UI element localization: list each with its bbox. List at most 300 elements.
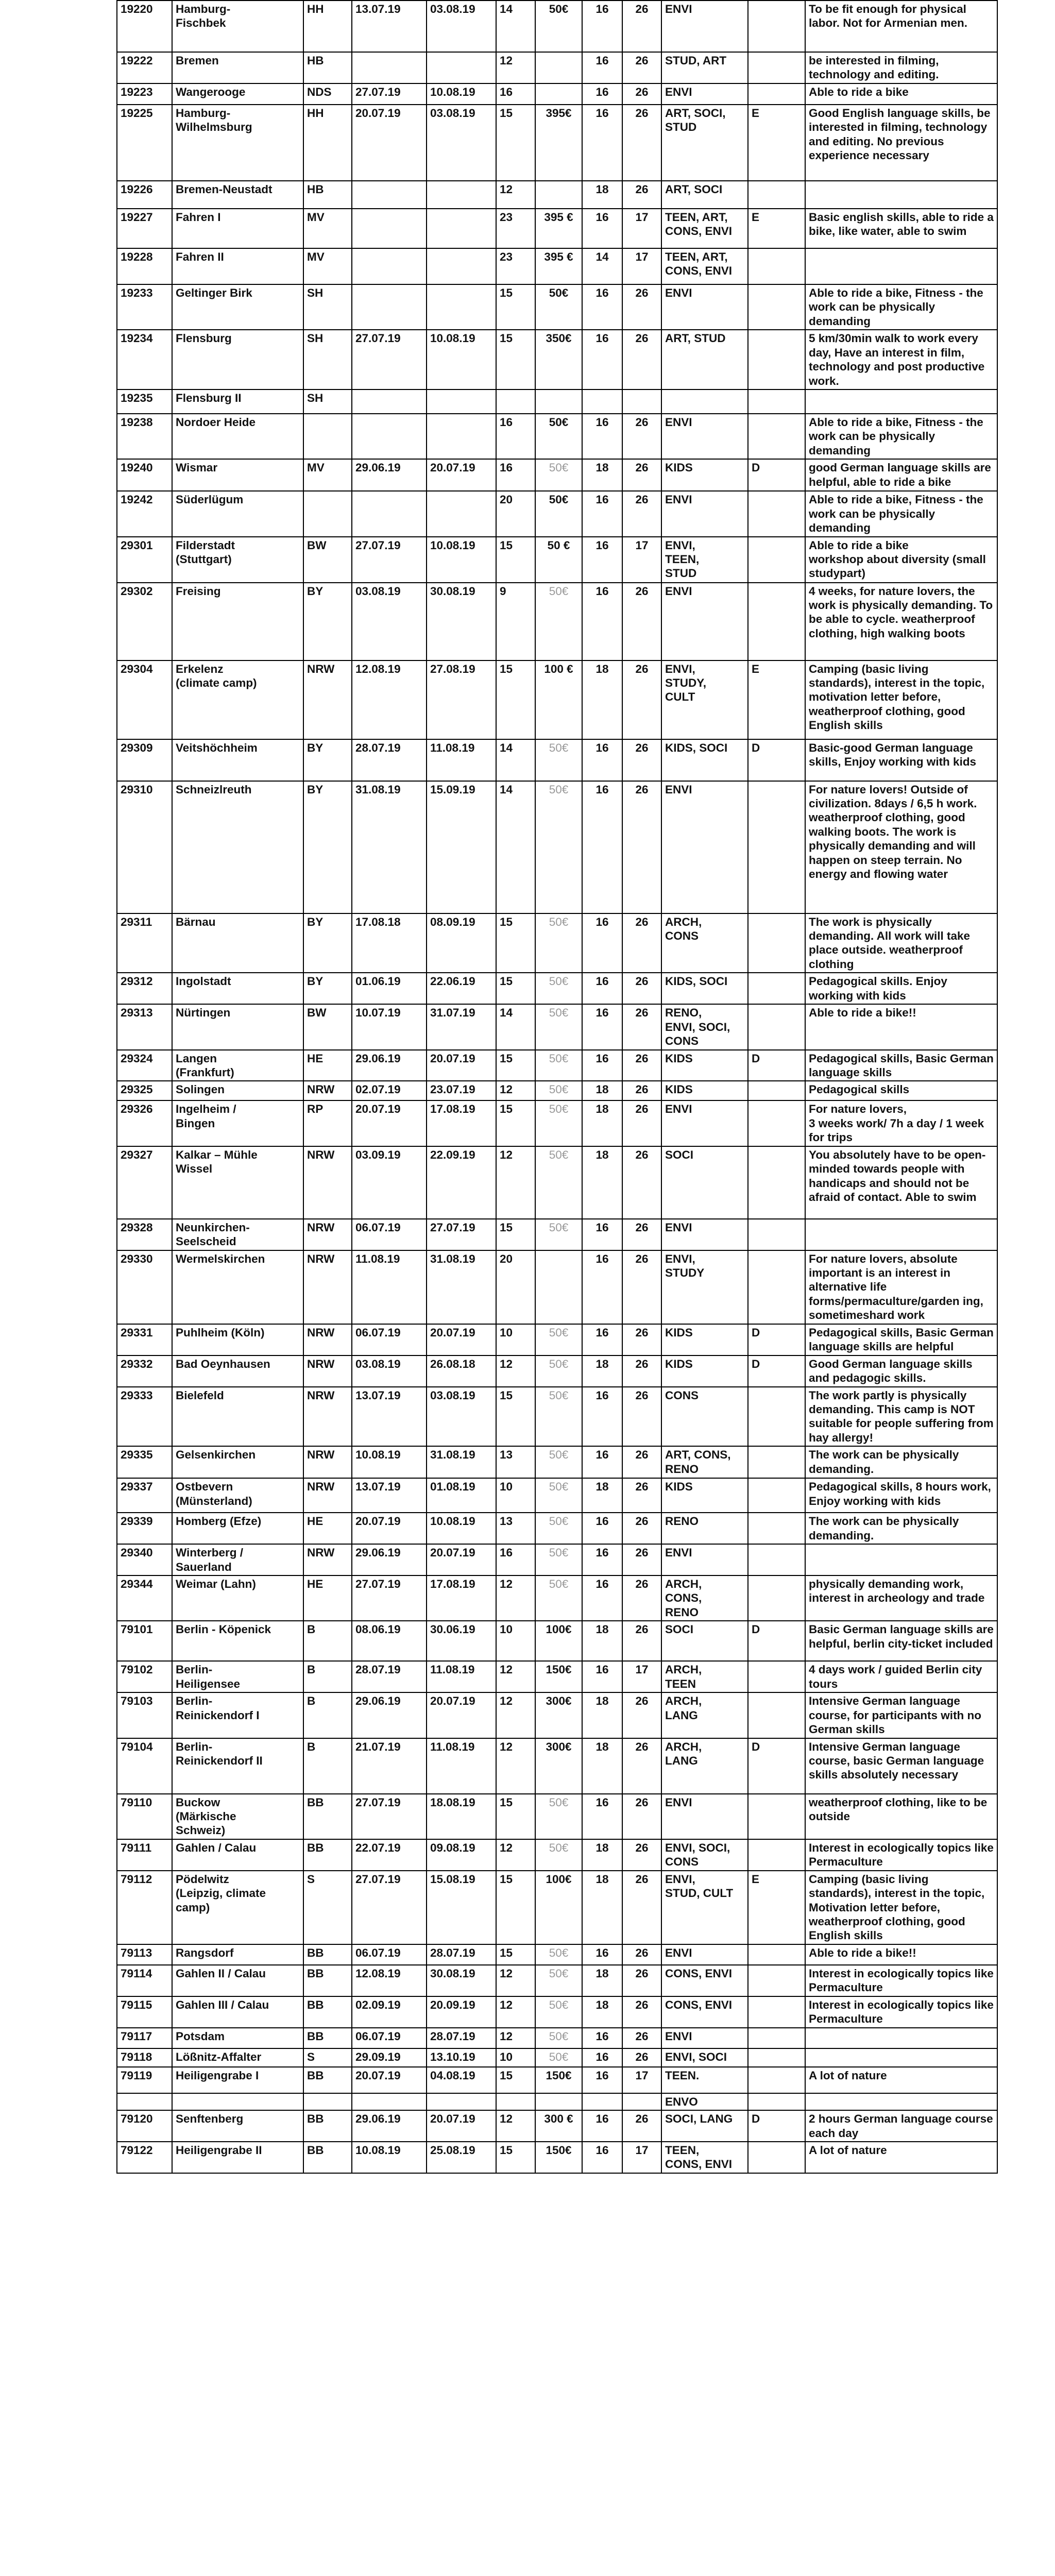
camp-notes: Camping (basic living standards), interest in the topic, motivation letter before, weatherproof clothing, good English skills	[805, 660, 997, 739]
camp-start-date: 27.07.19	[352, 537, 427, 583]
camp-code: 19222	[117, 52, 172, 83]
table-row	[117, 739, 997, 781]
camp-fee: 50€	[535, 973, 582, 1004]
camp-fee: 50€	[535, 414, 582, 459]
camp-state: B	[303, 1738, 352, 1794]
camp-notes	[805, 2048, 997, 2067]
camp-state: BB	[303, 1996, 352, 2028]
camp-language	[748, 1146, 805, 1219]
camp-language	[748, 1, 805, 52]
camp-code: 29312	[117, 973, 172, 1004]
camp-language	[748, 781, 805, 913]
table-row	[117, 105, 997, 181]
camp-end-date: 11.08.19	[427, 739, 496, 781]
camp-max-age: 26	[622, 2110, 661, 2142]
camp-end-date: 13.10.19	[427, 2048, 496, 2067]
camp-language	[748, 248, 805, 284]
table-row	[117, 1324, 997, 1355]
camp-type: ART, STUD	[661, 330, 748, 389]
camp-language	[748, 1478, 805, 1513]
camp-type: ENVI	[661, 583, 748, 660]
camp-places: 13	[496, 1446, 535, 1478]
camp-place: Neunkirchen- Seelscheid	[172, 1219, 303, 1250]
camp-fee: 50€	[535, 781, 582, 913]
camp-end-date: 08.09.19	[427, 913, 496, 973]
camp-place: Schneizlreuth	[172, 781, 303, 913]
camp-code: 79119	[117, 2067, 172, 2093]
camp-max-age: 26	[622, 739, 661, 781]
camp-place: Gelsenkirchen	[172, 1446, 303, 1478]
camp-fee: 100 €	[535, 660, 582, 739]
camp-place: Bremen	[172, 52, 303, 83]
camp-code: 29332	[117, 1355, 172, 1387]
camp-language: D	[748, 1738, 805, 1794]
camp-places: 14	[496, 739, 535, 781]
camp-max-age: 26	[622, 83, 661, 105]
camp-type: ART, SOCI	[661, 181, 748, 209]
camp-end-date: 28.07.19	[427, 2028, 496, 2048]
camp-min-age: 16	[582, 52, 622, 83]
camp-start-date: 10.07.19	[352, 1004, 427, 1049]
camp-type: CONS, ENVI	[661, 1996, 748, 2028]
camp-language: E	[748, 209, 805, 248]
camp-notes: Interest in ecologically topics like Permaculture	[805, 1996, 997, 2028]
table-row	[117, 414, 997, 459]
camp-language	[748, 1692, 805, 1738]
camp-language: E	[748, 1871, 805, 1944]
camp-place: Veitshöchheim	[172, 739, 303, 781]
camp-fee: 50€	[535, 1004, 582, 1049]
camp-place: Hamburg- Wilhelmsburg	[172, 105, 303, 181]
camp-min-age: 16	[582, 414, 622, 459]
camp-max-age: 26	[622, 973, 661, 1004]
camp-end-date: 31.08.19	[427, 1446, 496, 1478]
camp-place: Gahlen / Calau	[172, 1839, 303, 1871]
camp-max-age	[622, 389, 661, 414]
camp-code: 29344	[117, 1575, 172, 1621]
camp-min-age: 16	[582, 1004, 622, 1049]
camp-notes	[805, 1544, 997, 1575]
camp-code: 79115	[117, 1996, 172, 2028]
camp-min-age: 18	[582, 1996, 622, 2028]
camp-places: 12	[496, 1738, 535, 1794]
camp-places: 15	[496, 537, 535, 583]
camp-min-age: 16	[582, 973, 622, 1004]
camp-max-age	[622, 2093, 661, 2110]
camp-place: Berlin- Reinickendorf II	[172, 1738, 303, 1794]
camp-places: 20	[496, 1250, 535, 1324]
camp-fee: 50€	[535, 1050, 582, 1081]
camp-state: RP	[303, 1100, 352, 1146]
camp-language: D	[748, 1050, 805, 1081]
table-row	[117, 781, 997, 913]
table-row	[117, 1692, 997, 1738]
camp-min-age: 16	[582, 913, 622, 973]
camp-max-age: 26	[622, 1513, 661, 1544]
table-row	[117, 1661, 997, 1692]
camp-min-age: 16	[582, 2142, 622, 2173]
camp-code: 29310	[117, 781, 172, 913]
camp-places: 15	[496, 1050, 535, 1081]
camp-state: BB	[303, 2028, 352, 2048]
camp-place: Ingolstadt	[172, 973, 303, 1004]
camp-end-date: 20.07.19	[427, 459, 496, 491]
camp-place: Erkelenz (climate camp)	[172, 660, 303, 739]
camp-fee: 50€	[535, 583, 582, 660]
table-row	[117, 389, 997, 414]
camp-end-date: 04.08.19	[427, 2067, 496, 2093]
camp-notes: Interest in ecologically topics like Permaculture	[805, 1839, 997, 1871]
camp-end-date	[427, 52, 496, 83]
camp-end-date: 25.08.19	[427, 2142, 496, 2173]
camp-code: 19227	[117, 209, 172, 248]
camp-min-age: 18	[582, 1839, 622, 1871]
camp-end-date: 15.09.19	[427, 781, 496, 913]
camp-start-date: 31.08.19	[352, 781, 427, 913]
camp-end-date: 28.07.19	[427, 1944, 496, 1965]
camp-code: 19234	[117, 330, 172, 389]
camp-end-date: 30.06.19	[427, 1621, 496, 1661]
camp-language: E	[748, 660, 805, 739]
camp-language	[748, 1839, 805, 1871]
camp-notes: For nature lovers, 3 weeks work/ 7h a day / 1 week for trips	[805, 1100, 997, 1146]
camp-max-age: 26	[622, 1387, 661, 1447]
camp-type: ENVI	[661, 1794, 748, 1839]
camp-start-date: 28.07.19	[352, 1661, 427, 1692]
camp-min-age: 16	[582, 284, 622, 330]
camp-place: Freising	[172, 583, 303, 660]
camp-start-date: 13.07.19	[352, 1, 427, 52]
camp-end-date: 20.07.19	[427, 1324, 496, 1355]
camp-language	[748, 330, 805, 389]
table-row	[117, 1100, 997, 1146]
camp-fee: 350€	[535, 330, 582, 389]
camp-notes: Able to ride a bike, Fitness - the work can be physically demanding	[805, 284, 997, 330]
camp-state: MV	[303, 459, 352, 491]
table-row	[117, 537, 997, 583]
camp-places: 15	[496, 330, 535, 389]
camp-notes: Able to ride a bike, Fitness - the work can be physically demanding	[805, 414, 997, 459]
camp-max-age: 26	[622, 330, 661, 389]
camp-places: 14	[496, 1004, 535, 1049]
camp-type: TEEN, CONS, ENVI	[661, 2142, 748, 2173]
table-row	[117, 330, 997, 389]
camp-code: 19220	[117, 1, 172, 52]
camp-place: Homberg (Efze)	[172, 1513, 303, 1544]
camp-notes: Able to ride a bike!!	[805, 1944, 997, 1965]
camp-language	[748, 1100, 805, 1146]
camp-end-date: 15.08.19	[427, 1871, 496, 1944]
camp-state: HE	[303, 1575, 352, 1621]
camp-code: 29324	[117, 1050, 172, 1081]
camp-code: 29327	[117, 1146, 172, 1219]
camp-language	[748, 2142, 805, 2173]
camp-start-date: 06.07.19	[352, 1219, 427, 1250]
camp-max-age: 17	[622, 537, 661, 583]
camp-start-date: 10.08.19	[352, 2142, 427, 2173]
camp-start-date: 17.08.18	[352, 913, 427, 973]
camp-type: ENVI	[661, 414, 748, 459]
camp-min-age: 18	[582, 1146, 622, 1219]
camp-code: 19225	[117, 105, 172, 181]
camp-place: Wermelskirchen	[172, 1250, 303, 1324]
camp-state: S	[303, 1871, 352, 1944]
camp-end-date: 09.08.19	[427, 1839, 496, 1871]
camp-places: 15	[496, 284, 535, 330]
camp-max-age: 26	[622, 181, 661, 209]
camp-start-date: 08.06.19	[352, 1621, 427, 1661]
camp-places: 10	[496, 2048, 535, 2067]
camp-end-date	[427, 389, 496, 414]
camp-place: Weimar (Lahn)	[172, 1575, 303, 1621]
camp-state: NRW	[303, 1219, 352, 1250]
camp-state: NRW	[303, 1446, 352, 1478]
camp-language	[748, 1081, 805, 1100]
camp-min-age: 16	[582, 330, 622, 389]
camp-max-age: 26	[622, 1965, 661, 1996]
camp-min-age: 18	[582, 1871, 622, 1944]
camp-language	[748, 1944, 805, 1965]
camp-language	[748, 1004, 805, 1049]
table-row	[117, 52, 997, 83]
camp-type: ENVI	[661, 491, 748, 536]
camp-fee: 50€	[535, 1446, 582, 1478]
camp-start-date: 27.07.19	[352, 1871, 427, 1944]
camp-place: Berlin - Köpenick	[172, 1621, 303, 1661]
table-row	[117, 1544, 997, 1575]
camp-type: KIDS	[661, 1478, 748, 1513]
camp-notes: The work can be physically demanding.	[805, 1513, 997, 1544]
camp-notes: good German language skills are helpful, able to ride a bike	[805, 459, 997, 491]
camp-places: 12	[496, 181, 535, 209]
camp-notes: The work partly is physically demanding. This camp is NOT suitable for people suffering from hay allergy!	[805, 1387, 997, 1447]
camp-notes	[805, 181, 997, 209]
camp-max-age: 26	[622, 1050, 661, 1081]
table-row	[117, 1839, 997, 1871]
camp-max-age: 17	[622, 1661, 661, 1692]
camp-max-age: 26	[622, 1355, 661, 1387]
camp-min-age: 16	[582, 209, 622, 248]
camp-code: 19223	[117, 83, 172, 105]
camp-places: 15	[496, 105, 535, 181]
camp-type: ENVI	[661, 83, 748, 105]
camp-start-date: 01.06.19	[352, 973, 427, 1004]
camp-state: BY	[303, 913, 352, 973]
camp-places: 15	[496, 1100, 535, 1146]
camp-code: 29313	[117, 1004, 172, 1049]
camp-type: RENO, ENVI, SOCI, CONS	[661, 1004, 748, 1049]
camp-type: TEEN.	[661, 2067, 748, 2093]
camp-place: Gahlen II / Calau	[172, 1965, 303, 1996]
table-row	[117, 2048, 997, 2067]
camp-start-date: 03.08.19	[352, 583, 427, 660]
camp-end-date: 22.09.19	[427, 1146, 496, 1219]
camp-place: Ingelheim / Bingen	[172, 1100, 303, 1146]
camp-places: 12	[496, 1081, 535, 1100]
camp-max-age: 26	[622, 1944, 661, 1965]
camp-language: D	[748, 739, 805, 781]
camp-notes: Able to ride a bike	[805, 83, 997, 105]
camp-places: 12	[496, 1575, 535, 1621]
camp-min-age: 16	[582, 1219, 622, 1250]
camp-place: Ostbevern (Münsterland)	[172, 1478, 303, 1513]
table-row	[117, 1250, 997, 1324]
camp-code: 79111	[117, 1839, 172, 1871]
camp-place: Pödelwitz (Leipzig, climate camp)	[172, 1871, 303, 1944]
camp-start-date	[352, 284, 427, 330]
camp-start-date: 29.06.19	[352, 1544, 427, 1575]
camp-start-date	[352, 491, 427, 536]
camp-start-date: 12.08.19	[352, 660, 427, 739]
camp-notes: Able to ride a bike!!	[805, 1004, 997, 1049]
camp-state: BB	[303, 1794, 352, 1839]
camp-code: 29304	[117, 660, 172, 739]
camp-notes: 4 weeks, for nature lovers, the work is physically demanding. To be able to cycle. weatherproof clothing, high walking boots	[805, 583, 997, 660]
camp-fee: 100€	[535, 1871, 582, 1944]
camp-code: 29339	[117, 1513, 172, 1544]
camp-min-age: 16	[582, 1324, 622, 1355]
camp-end-date	[427, 209, 496, 248]
table-row	[117, 913, 997, 973]
camp-start-date: 29.06.19	[352, 459, 427, 491]
camp-max-age: 26	[622, 414, 661, 459]
camp-code: 29337	[117, 1478, 172, 1513]
camp-place: Bärnau	[172, 913, 303, 973]
camp-max-age: 17	[622, 209, 661, 248]
camp-place: Geltinger Birk	[172, 284, 303, 330]
camp-start-date	[352, 414, 427, 459]
camp-notes: For nature lovers, absolute important is an interest in alternative life forms/permaculture/garden ing, sometimeshard work	[805, 1250, 997, 1324]
table-row	[117, 248, 997, 284]
camp-language	[748, 913, 805, 973]
camp-notes: A lot of nature	[805, 2142, 997, 2173]
camp-start-date: 20.07.19	[352, 105, 427, 181]
camp-places: 10	[496, 1621, 535, 1661]
camp-start-date: 27.07.19	[352, 83, 427, 105]
camp-language	[748, 2048, 805, 2067]
camp-language	[748, 1250, 805, 1324]
table-row	[117, 1146, 997, 1219]
camp-min-age: 16	[582, 1513, 622, 1544]
camp-min-age	[582, 2093, 622, 2110]
camp-notes: Camping (basic living standards), interest in the topic, Motivation letter before, weatherproof clothing, good English skills	[805, 1871, 997, 1944]
camp-min-age: 16	[582, 1944, 622, 1965]
camp-type: ENVI	[661, 1219, 748, 1250]
camp-fee: 50€	[535, 1996, 582, 2028]
camp-end-date: 22.06.19	[427, 973, 496, 1004]
camp-places: 15	[496, 1219, 535, 1250]
table-row	[117, 2028, 997, 2048]
table-row	[117, 491, 997, 536]
camp-state: NRW	[303, 1081, 352, 1100]
camp-state: BW	[303, 1004, 352, 1049]
camp-fee: 50€	[535, 1081, 582, 1100]
camp-fee: 50€	[535, 1146, 582, 1219]
camp-notes: 4 days work / guided Berlin city tours	[805, 1661, 997, 1692]
camp-state: BY	[303, 973, 352, 1004]
camp-fee: 50€	[535, 491, 582, 536]
camp-max-age: 26	[622, 913, 661, 973]
camp-max-age: 26	[622, 491, 661, 536]
camp-places: 16	[496, 83, 535, 105]
camp-type: STUD, ART	[661, 52, 748, 83]
camp-notes: The work is physically demanding. All work will take place outside. weatherproof clothing	[805, 913, 997, 973]
camp-language	[748, 1794, 805, 1839]
camp-type: KIDS	[661, 459, 748, 491]
camp-max-age: 26	[622, 660, 661, 739]
camp-place	[172, 2093, 303, 2110]
camp-state: SH	[303, 284, 352, 330]
camp-state: NRW	[303, 1146, 352, 1219]
camp-max-age: 26	[622, 583, 661, 660]
camp-fee: 50€	[535, 1794, 582, 1839]
camp-state: MV	[303, 209, 352, 248]
camp-language	[748, 1387, 805, 1447]
camp-place: Rangsdorf	[172, 1944, 303, 1965]
camp-min-age: 16	[582, 1575, 622, 1621]
camp-places: 10	[496, 1478, 535, 1513]
camp-start-date: 20.07.19	[352, 1513, 427, 1544]
table-row	[117, 2110, 997, 2142]
camp-type: KIDS	[661, 1355, 748, 1387]
camp-state: NRW	[303, 1387, 352, 1447]
camp-place: Langen (Frankfurt)	[172, 1050, 303, 1081]
camp-start-date: 29.06.19	[352, 1050, 427, 1081]
camp-min-age: 16	[582, 2067, 622, 2093]
camp-language	[748, 1219, 805, 1250]
camp-place: Potsdam	[172, 2028, 303, 2048]
camp-fee: 150€	[535, 1661, 582, 1692]
camp-language	[748, 1575, 805, 1621]
camp-min-age: 16	[582, 1446, 622, 1478]
camp-min-age: 16	[582, 1250, 622, 1324]
table-row	[117, 973, 997, 1004]
camp-type: SOCI	[661, 1146, 748, 1219]
camp-start-date: 27.07.19	[352, 330, 427, 389]
camp-state: BB	[303, 1944, 352, 1965]
camp-max-age: 26	[622, 1146, 661, 1219]
camp-fee	[535, 389, 582, 414]
camp-notes: 5 km/30min walk to work every day, Have an interest in film, technology and post productive work.	[805, 330, 997, 389]
camp-code: 79114	[117, 1965, 172, 1996]
camp-end-date: 30.08.19	[427, 1965, 496, 1996]
camp-max-age: 26	[622, 1, 661, 52]
camp-end-date: 18.08.19	[427, 1794, 496, 1839]
camp-place: Heiligengrabe I	[172, 2067, 303, 2093]
camp-notes: Good English language skills, be interested in filming, technology and editing. No previous experience necessary	[805, 105, 997, 181]
camp-start-date: 20.07.19	[352, 2067, 427, 2093]
camp-code: 29330	[117, 1250, 172, 1324]
camp-place: Bremen-Neustadt	[172, 181, 303, 209]
camp-notes: Interest in ecologically topics like Permaculture	[805, 1965, 997, 1996]
camp-min-age: 18	[582, 1621, 622, 1661]
camp-notes	[805, 2028, 997, 2048]
camp-start-date: 28.07.19	[352, 739, 427, 781]
camp-state: HB	[303, 52, 352, 83]
camp-places	[496, 2093, 535, 2110]
camp-end-date: 27.08.19	[427, 660, 496, 739]
camp-min-age: 18	[582, 181, 622, 209]
camp-state: B	[303, 1621, 352, 1661]
camp-notes	[805, 1219, 997, 1250]
camp-type: KIDS	[661, 1081, 748, 1100]
table-row	[117, 1387, 997, 1447]
camp-code: 29302	[117, 583, 172, 660]
camp-start-date: 03.08.19	[352, 1355, 427, 1387]
camp-min-age: 14	[582, 248, 622, 284]
camp-place: Lößnitz-Affalter	[172, 2048, 303, 2067]
camp-state: HH	[303, 105, 352, 181]
